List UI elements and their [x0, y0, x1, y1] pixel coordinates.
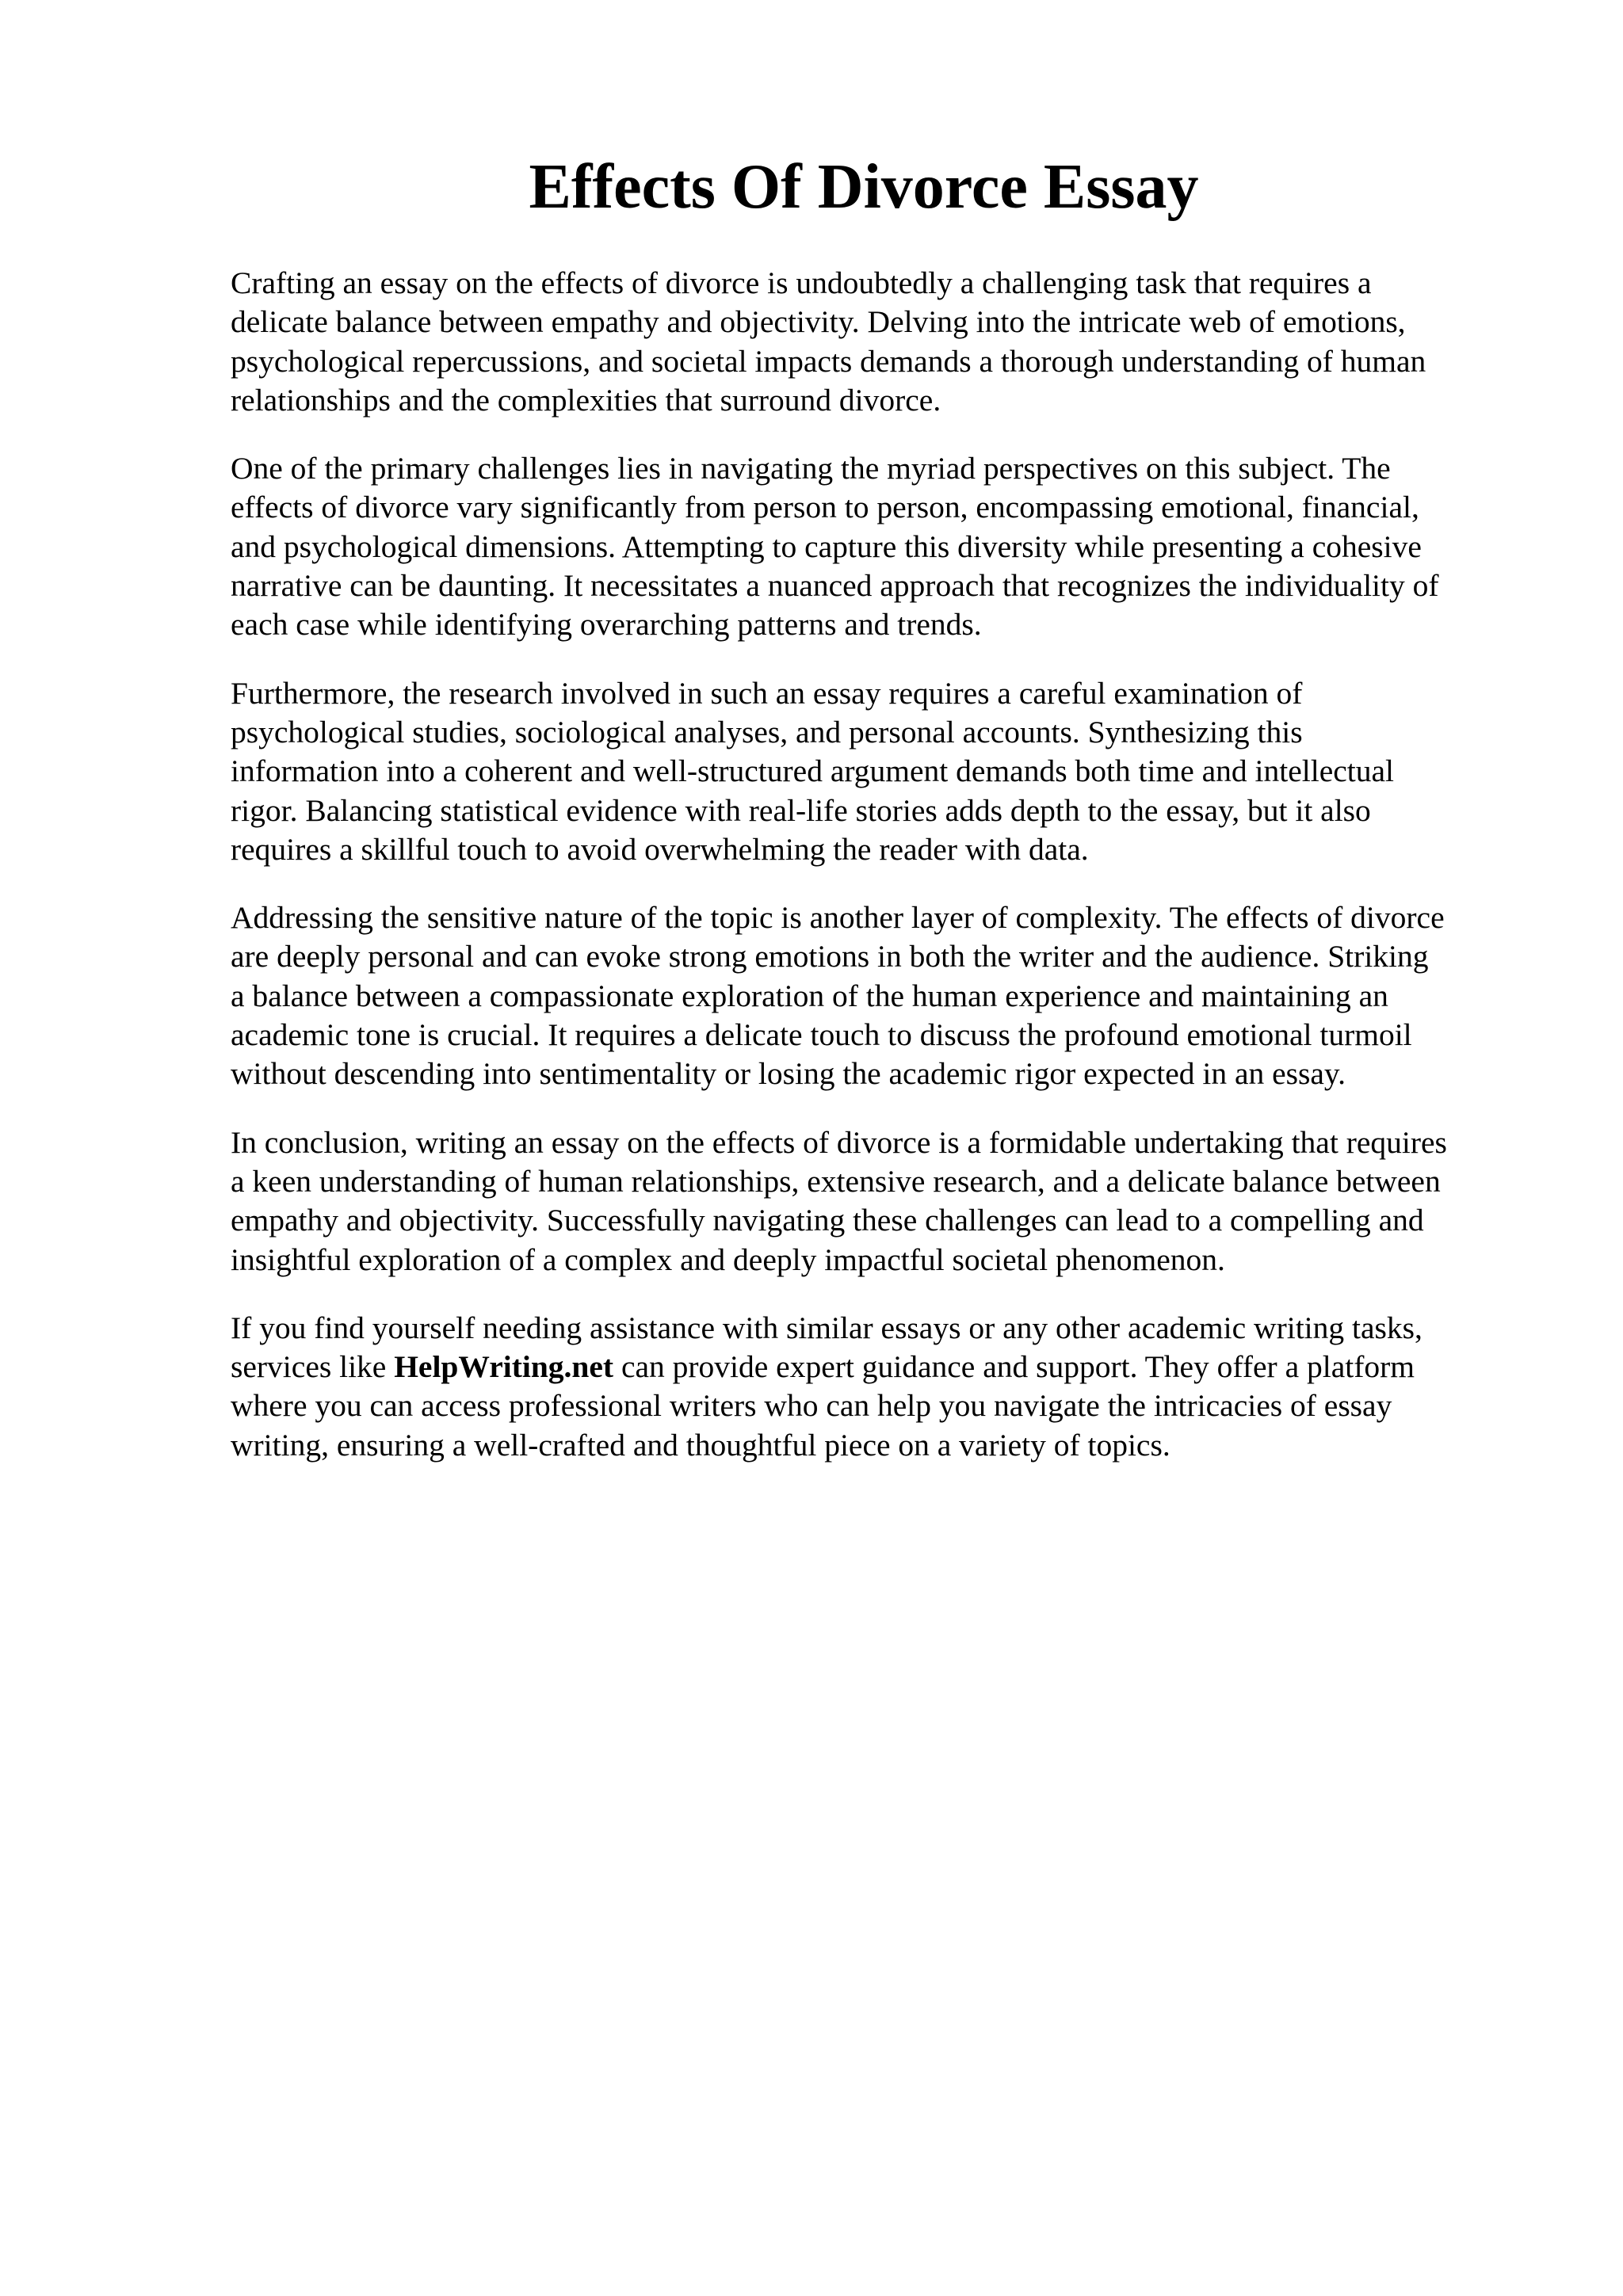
text-line: a keen understanding of human relationships, extensive research, and a delicate balance between [231, 1163, 1441, 1199]
text-line: delicate balance between empathy and objectivity. Delving into the intricate web of emotions, [231, 304, 1406, 340]
essay-body [231, 264, 1530, 1494]
text-line: and psychological dimensions. Attempting to capture this diversity while presenting a cohesive [231, 528, 1422, 564]
text-line: academic tone is crucial. It requires a delicate touch to discuss the profound emotional turmoil [231, 1017, 1412, 1053]
essay-title: Effects Of Divorce Essay [529, 152, 1199, 222]
paragraph-intro [231, 264, 1530, 420]
paragraph-conclusion [231, 1123, 1530, 1280]
text-line: requires a skillful touch to avoid overwhelming the reader with data. [231, 831, 1089, 867]
text-line: writing, ensuring a well-crafted and thoughtful piece on a variety of topics. [231, 1427, 1170, 1463]
text-line: psychological studies, sociological analyses, and personal accounts. Synthesizing this [231, 714, 1303, 749]
text-line: If you find yourself needing assistance with similar essays or any other academic writing tasks, [231, 1310, 1423, 1345]
text-line: information into a coherent and well-structured argument demands both time and intellectual [231, 753, 1394, 789]
paragraph-research [231, 674, 1530, 869]
text-line: empathy and objectivity. Successfully navigating these challenges can lead to a compelling and [231, 1203, 1424, 1238]
text-fragment: services like [231, 1349, 395, 1385]
text-line: One of the primary challenges lies in navigating the myriad perspectives on this subject. The [231, 451, 1391, 486]
text-fragment: can provide expert guidance and support. They offer a platform [613, 1349, 1415, 1385]
text-line: each case while identifying overarching patterns and trends. [231, 607, 982, 643]
brand-name: HelpWriting.net [394, 1349, 614, 1385]
text-line: psychological repercussions, and societal impacts demands a thorough understanding of human [231, 343, 1426, 379]
text-line: where you can access professional writers who can help you navigate the intricacies of essay [231, 1388, 1392, 1424]
text-line: insightful exploration of a complex and deeply impactful societal phenomenon. [231, 1241, 1225, 1277]
text-line: are deeply personal and can evoke strong emotions in both the writer and the audience. Striking [231, 939, 1429, 974]
text-line: a balance between a compassionate exploration of the human experience and maintaining an [231, 978, 1388, 1013]
text-line: narrative can be daunting. It necessitates a nuanced approach that recognizes the individuality of [231, 568, 1439, 604]
text-line: Addressing the sensitive nature of the topic is another layer of complexity. The effects of divorce [231, 900, 1445, 936]
text-line: Crafting an essay on the effects of divorce is undoubtedly a challenging task that requires a [231, 265, 1372, 300]
text-line: rigor. Balancing statistical evidence with real-life stories adds depth to the essay, but it also [231, 792, 1371, 828]
paragraph-promo [231, 1309, 1530, 1465]
text-line [231, 1348, 1530, 1386]
text-line: Furthermore, the research involved in such an essay requires a careful examination of [231, 675, 1303, 711]
text-line: relationships and the complexities that surround divorce. [231, 382, 941, 418]
text-line: effects of divorce vary significantly from person to person, encompassing emotional, financial, [231, 490, 1419, 525]
text-line: In conclusion, writing an essay on the effects of divorce is a formidable undertaking that requires [231, 1124, 1447, 1160]
text-line: without descending into sentimentality or losing the academic rigor expected in an essay. [231, 1056, 1346, 1092]
paragraph-sensitivity [231, 898, 1530, 1093]
paragraph-challenges [231, 449, 1530, 644]
